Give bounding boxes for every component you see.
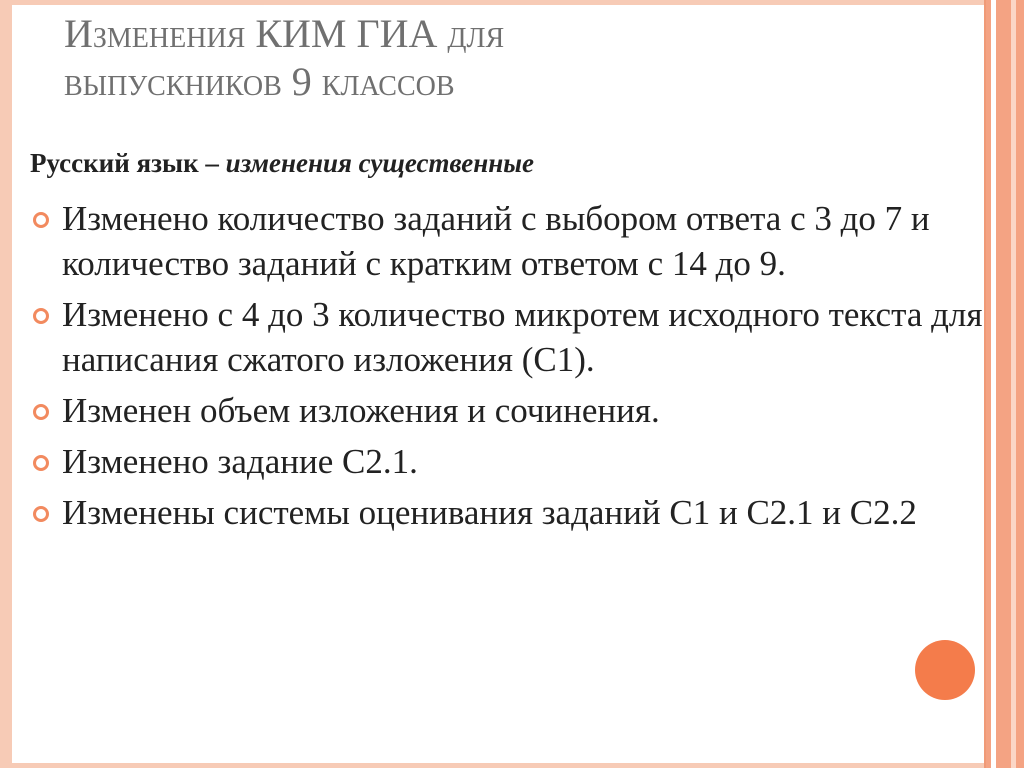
list-item-text: Изменены системы оценивания заданий С1 и С2.1 и С2.2 [62,493,917,532]
bullet-circle-icon [33,212,49,228]
list-item [30,490,990,535]
bullet-circle-icon [33,404,49,420]
list-item [30,196,990,286]
slide-title-line1: Изменения КИМ ГИА для [64,11,505,56]
bullet-list [30,196,990,541]
list-item-text: Изменено задание С2.1. [62,442,418,481]
frame-bottom-band [0,763,1024,768]
bullet-circle-icon [33,308,49,324]
subheading [30,148,930,179]
bullet-circle-icon [33,455,49,471]
list-item [30,439,990,484]
list-item [30,292,990,382]
slide-title [64,10,944,106]
list-item-text: Изменено количество заданий с выбором ответа с 3 до 7 и количество заданий с кратким ответом с 14 до 9. [62,199,930,283]
frame-right-inner-band [1011,0,1016,768]
subheading-subject: Русский язык – [30,148,226,178]
list-item [30,388,990,433]
decorative-circle [915,640,975,700]
slide-title-line2: выпускников 9 классов [64,59,455,104]
list-item-text: Изменено с 4 до 3 количество микротем исходного текста для написания сжатого изложения (С1). [62,295,983,379]
subheading-emphasis: изменения существенные [225,148,534,178]
frame-top-band [0,0,1024,5]
bullet-circle-icon [33,506,49,522]
frame-left-band [0,0,12,768]
frame-right-gap [991,0,996,768]
list-item-text: Изменен объем изложения и сочинения. [62,391,660,430]
